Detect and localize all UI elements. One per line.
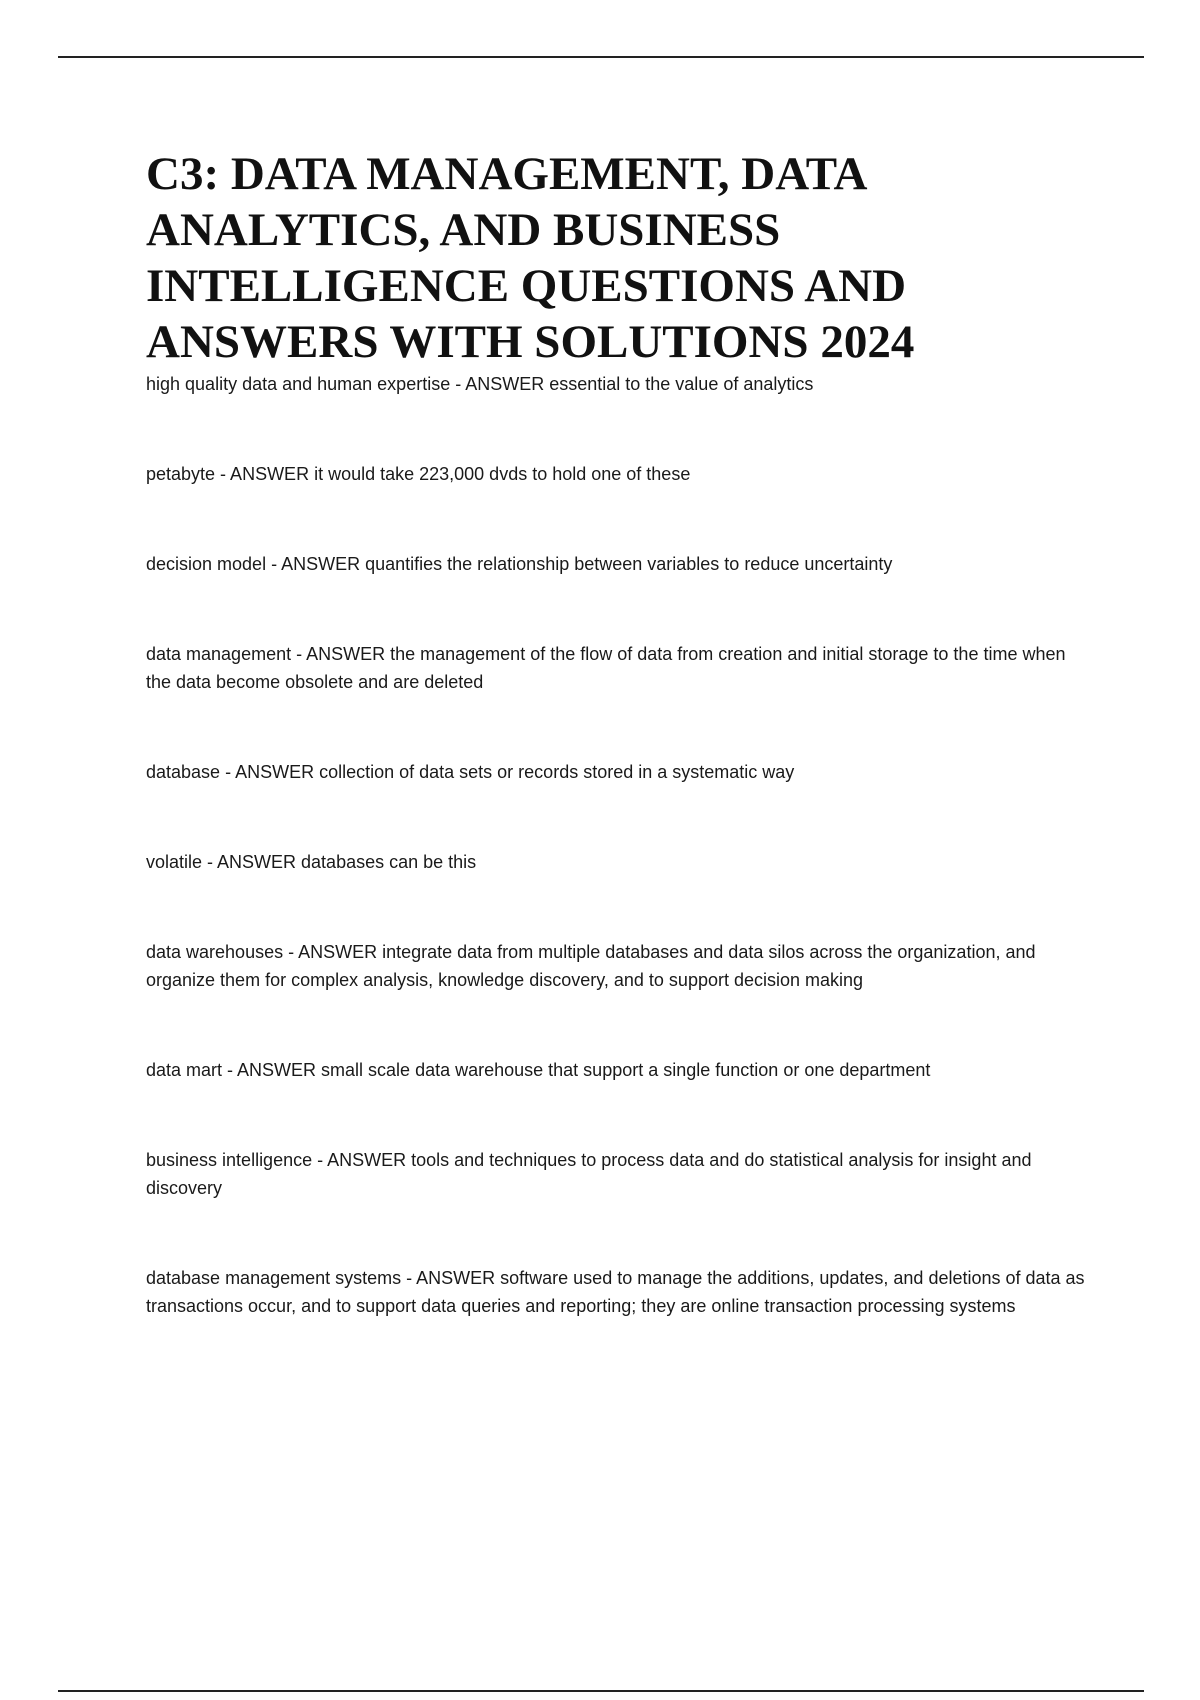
qa-item: data mart - ANSWER small scale data warehouse that support a single function or one department xyxy=(146,1060,931,1080)
qa-item: high quality data and human expertise - ANSWER essential to the value of analytics xyxy=(146,374,814,394)
qa-item: petabyte - ANSWER it would take 223,000 dvds to hold one of these xyxy=(146,464,691,484)
qa-item: data warehouses - ANSWER integrate data from multiple databases and data silos across the organization, and organize them for complex analysis, knowledge discovery, and to support decision making xyxy=(146,942,1036,990)
qa-item: volatile - ANSWER databases can be this xyxy=(146,852,477,872)
qa-item: decision model - ANSWER quantifies the relationship between variables to reduce uncertainty xyxy=(146,554,893,574)
qa-item: data management - ANSWER the management of the flow of data from creation and initial storage to the time when the data become obsolete and are deleted xyxy=(146,644,1066,692)
document-body xyxy=(146,146,1086,1320)
document-title: C3: DATA MANAGEMENT, DATA ANALYTICS, AND BUSINESS INTELLIGENCE QUESTIONS AND ANSWERS WITH SOLUTIONS 2024 xyxy=(146,148,915,368)
qa-list xyxy=(146,370,1086,1320)
qa-item: database management systems - ANSWER software used to manage the additions, updates, and deletions of data as transactions occur, and to support data queries and reporting; they are online transaction processing systems xyxy=(146,1268,1085,1316)
qa-item: database - ANSWER collection of data sets or records stored in a systematic way xyxy=(146,762,795,782)
qa-item: business intelligence - ANSWER tools and techniques to process data and do statistical analysis for insight and discovery xyxy=(146,1150,1032,1198)
top-rule xyxy=(58,56,1144,58)
bottom-rule xyxy=(58,1690,1144,1692)
